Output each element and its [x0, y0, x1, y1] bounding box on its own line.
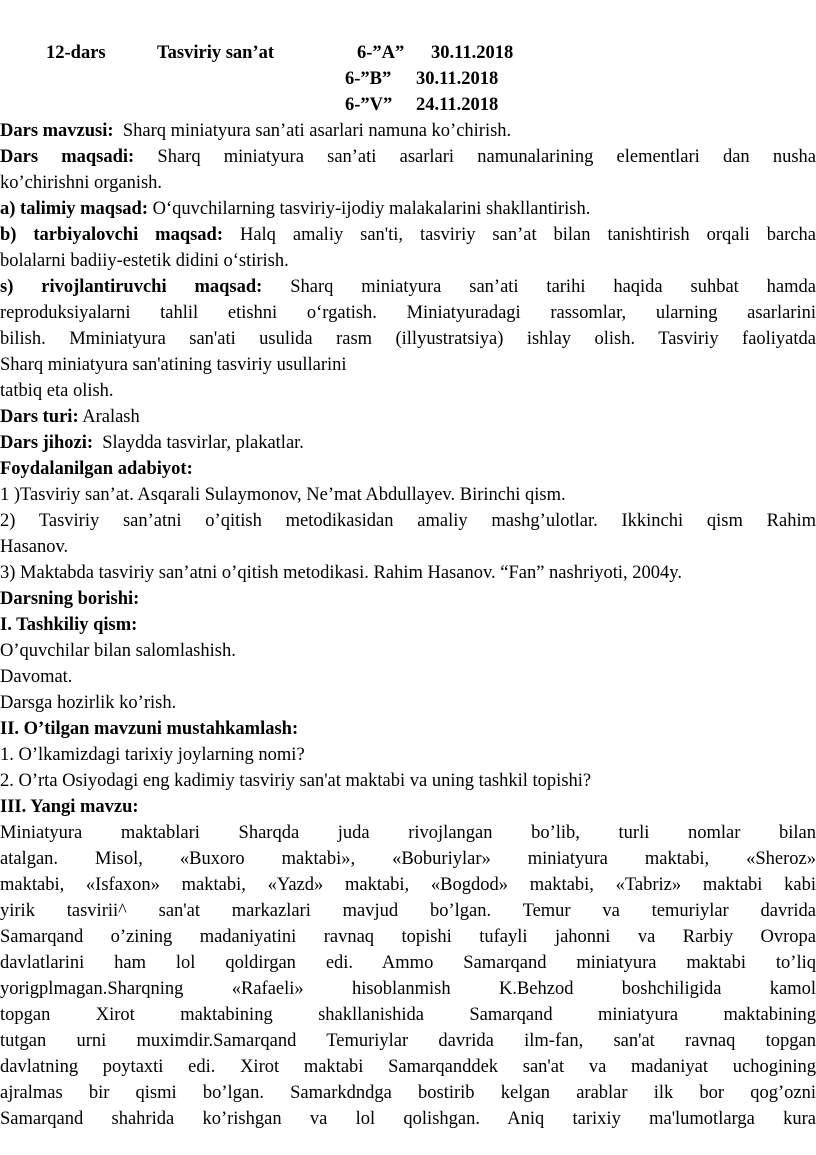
goal-label: Dars maqsadi: [0, 147, 135, 167]
part2-heading [0, 716, 816, 742]
course-heading [0, 586, 816, 612]
class-label-a: 6-”A” [357, 43, 405, 63]
paragraph-line-4: yirik tasvirii^ san'at markazlari mavjud bo’lgan. Temur va temuriylar davrida [0, 901, 816, 921]
goal-s-line-5: tatbiq eta olish. [0, 381, 114, 401]
literature-heading-text: Foydalanilgan adabiyot: [0, 459, 193, 479]
paragraph-line-9: tutgan urni muximdir.Samarqand Temuriylar davrida ilm-fan, san'at ravnaq topgan [0, 1031, 816, 1051]
topic-label: Dars mavzusi: [0, 121, 114, 141]
goal-a-text: O‘quvchilarning tasviriy-ijodiy malakalarini shakllantirish. [152, 199, 591, 219]
part2-heading-text: II. O’tilgan mavzuni mustahkamlash: [0, 719, 299, 739]
goal-s-text-1: Sharq miniatyura san’ati tarihi haqida suhbat hamda [290, 277, 816, 297]
paragraph-line-2: atalgan. Misol, «Buxoro maktabi», «Boburiylar» miniatyura maktabi, «Sheroz» [0, 849, 816, 869]
literature-item-2-cont: Hasanov. [0, 537, 69, 557]
part3-heading-text: III. Yangi mavzu: [0, 797, 139, 817]
part2-item-2: 2. O’rta Osiyodagi eng kadimiy tasviriy san'at maktabi va uning tashkil topishi? [0, 771, 592, 791]
lesson-type-text: Aralash [82, 407, 140, 427]
goal-s-line-4: Sharq miniatyura san'atining tasviriy usullarini [0, 355, 347, 375]
goal-b-line-2: bolalarni badiiy-estetik didini o‘stirish. [0, 251, 289, 271]
class-date-v: 24.11.2018 [416, 95, 499, 115]
literature-item-1: 1 )Tasviriy san’at. Asqarali Sulaymonov, Ne’mat Abdullayev. Birinchi qism. [0, 485, 566, 505]
paragraph-line-10: davlatning poytaxti edi. Xirot maktabi Samarqanddek san'at va madaniyat uchogining [0, 1057, 816, 1077]
goal-a-label: a) talimiy maqsad: [0, 199, 148, 219]
equipment-line [0, 430, 816, 456]
literature-heading [0, 456, 816, 482]
equipment-text: Slaydda tasvirlar, plakatlar. [102, 433, 304, 453]
lesson-number: 12-dars [46, 43, 106, 63]
paragraph-line-7: yorigplmagan.Sharqning «Rafaeli» hisoblanmish K.Behzod boshchiligida kamol [0, 979, 816, 999]
lesson-type-label: Dars turi: [0, 407, 79, 427]
part2-item-1: 1. O’lkamizdagi tarixiy joylarning nomi? [0, 745, 305, 765]
goal-b-text-1: Halq amaliy san'ti, tasviriy san’at bilan tanishtirish orqali barcha [239, 225, 816, 245]
part1-item-2: Davomat. [0, 667, 73, 687]
goal-s-line-2: reproduksiyalarni tahlil etishni o‘rgatish. Miniatyuradagi rassomlar, ularning asarlarini [0, 303, 816, 323]
topic-line [0, 118, 816, 144]
paragraph-line-6: davlatlarini ham lol qoldirgan edi. Ammo Samarqand miniatyura maktabi to’liq [0, 953, 816, 973]
lesson-type-line [0, 404, 816, 430]
lesson-subject: Tasviriy san’at [157, 43, 275, 63]
goal-s-line-3: bilish. Mminiatyura san'ati usulida rasm (illyustratsiya) ishlay olish. Tasviriy faoliyatda [0, 329, 816, 349]
course-heading-text: Darsning borishi: [0, 589, 140, 609]
class-date-b: 30.11.2018 [416, 69, 499, 89]
class-label-v: 6-”V” [345, 95, 393, 115]
equipment-label: Dars jihozi: [0, 433, 93, 453]
class-date-a: 30.11.2018 [431, 43, 514, 63]
part1-item-3: Darsga hozirlik ko’rish. [0, 693, 177, 713]
paragraph-line-11: ajralmas bir qismi bo’lgan. Samarkdndga bostirib kelgan arablar ilk bor qog’ozni [0, 1083, 816, 1103]
part1-heading-text: I. Tashkiliy qism: [0, 615, 138, 635]
goal-text-1: Sharq miniatyura san’ati asarlari namunalarining elementlari dan nusha [157, 147, 816, 167]
paragraph-line-5: Samarqand o’zining madaniyatini ravnaq topishi tufayli jahonni va Rarbiy Ovropa [0, 927, 816, 947]
goal-s-line-1 [0, 274, 816, 300]
topic-text: Sharq miniatyura san’ati asarlari namuna ko’chirish. [122, 121, 512, 141]
paragraph-line-8: topgan Xirot maktabining shakllanishida Samarqand miniatyura maktabining [0, 1005, 816, 1025]
lesson-header-row-1 [0, 40, 816, 66]
paragraph-line-12: Samarqand shahrida ko’rishgan va lol qolishgan. Aniq tarixiy ma'lumotlarga kura [0, 1109, 816, 1129]
lesson-header-row-3 [0, 92, 816, 118]
goal-line-1 [0, 144, 816, 170]
paragraph-line-3: maktabi, «Isfaxon» maktabi, «Yazd» maktabi, «Bogdod» maktabi, «Tabriz» maktabi kabi [0, 875, 816, 895]
goal-line-2: ko’chirishni organish. [0, 173, 163, 193]
goal-a-line [0, 196, 816, 222]
lesson-header-row-2 [0, 66, 816, 92]
goal-b-label: b) tarbiyalovchi maqsad: [0, 225, 224, 245]
class-label-b: 6-”B” [345, 69, 392, 89]
goal-b-line-1 [0, 222, 816, 248]
part1-item-1: O’quvchilar bilan salomlashish. [0, 641, 236, 661]
part3-heading [0, 794, 816, 820]
goal-s-label: s) rivojlantiruvchi maqsad: [0, 277, 263, 297]
part1-heading [0, 612, 816, 638]
paragraph-line-1: Miniatyura maktablari Sharqda juda rivojlangan bo’lib, turli nomlar bilan [0, 823, 816, 843]
literature-item-2: 2) Tasviriy san’atni o’qitish metodikasidan amaliy mashg’ulotlar. Ikkinchi qism Rahim [0, 511, 816, 531]
literature-item-3: 3) Maktabda tasviriy san’atni o’qitish metodikasi. Rahim Hasanov. “Fan” nashriyoti, 2004y. [0, 563, 682, 583]
